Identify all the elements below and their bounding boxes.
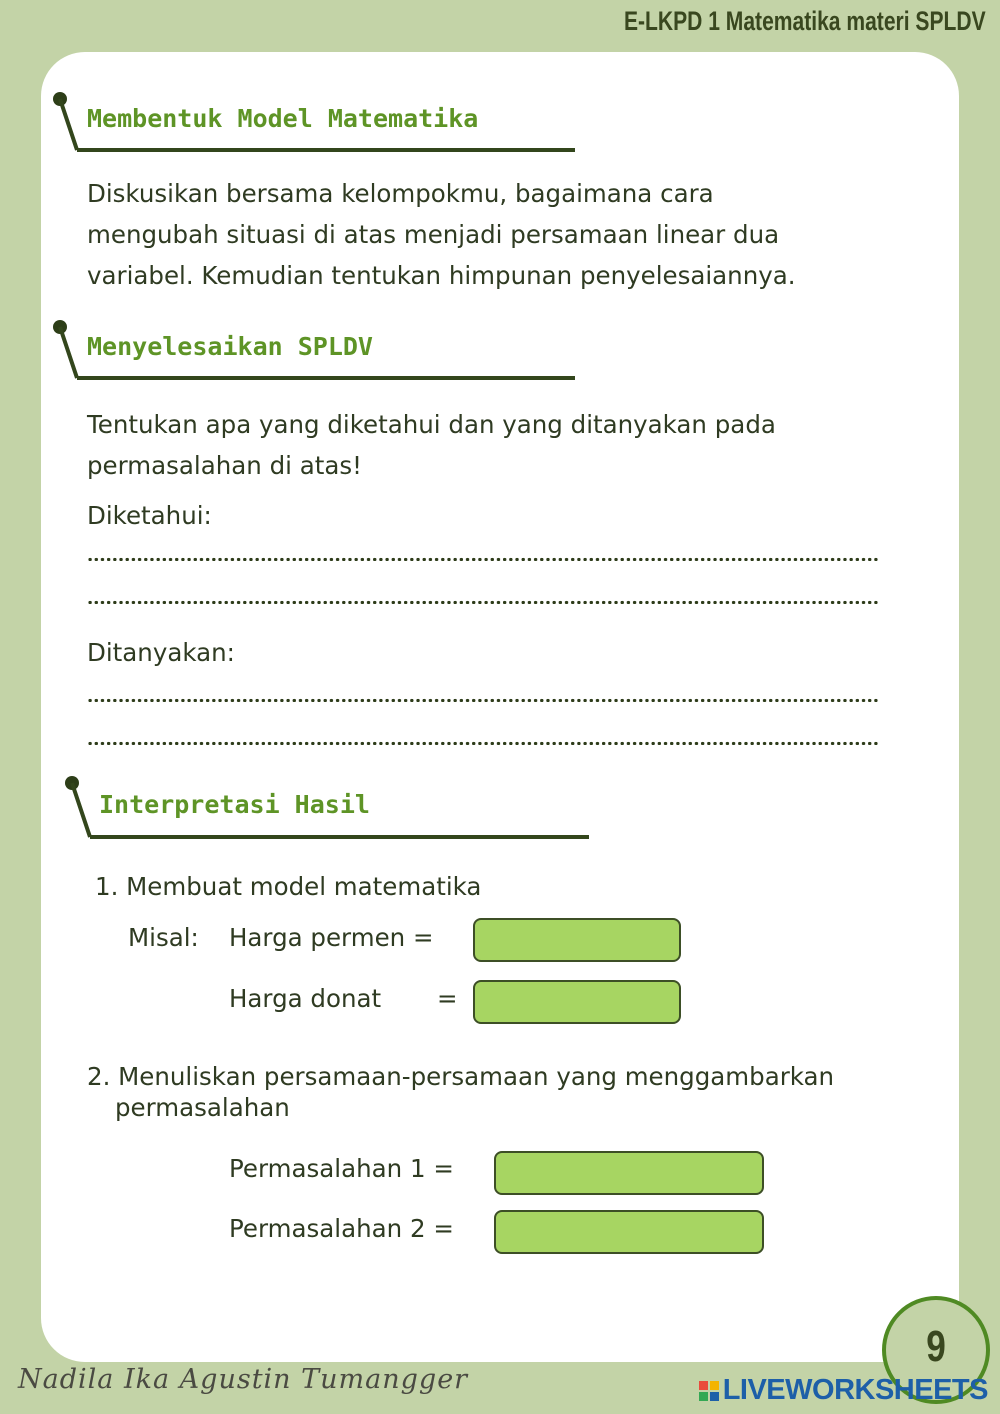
section-interpret-header [41,774,611,854]
equation-1-input[interactable] [494,1151,764,1195]
asked-answer-line-1[interactable] [87,698,879,702]
liveworksheets-watermark [699,1374,988,1407]
item-2-title-line-1: 2. Menuliskan persamaan-persamaan yang menggambarkan [87,1062,835,1091]
donut-price-equals: = [437,984,458,1013]
donut-price-input[interactable] [473,980,681,1024]
item-2-title-line-2: permasalahan [115,1093,290,1122]
section-solve-line-2: permasalahan di atas! [87,451,362,480]
section-interpret-title: Interpretasi Hasil [99,790,370,819]
worksheet-card [41,52,959,1362]
known-answer-line-2[interactable] [87,600,879,604]
equation-2-label: Permasalahan 2 = [229,1214,454,1243]
section-model-header [41,90,601,170]
candy-price-input[interactable] [473,918,681,962]
section-solve-line-1: Tentukan apa yang diketahui dan yang ditanyakan pada [87,410,776,439]
donut-price-label: Harga donat [229,984,382,1013]
page-number: 9 [926,1322,946,1371]
section-solve-title: Menyelesaikan SPLDV [87,332,373,361]
section-model-title: Membentuk Model Matematika [87,104,479,133]
section-solve-header [41,318,601,398]
liveworksheets-text: LIVEWORKSHEETS [722,1374,988,1406]
item-1-title: 1. Membuat model matematika [95,872,482,901]
section-model-line-3: variabel. Kemudian tentukan himpunan penyelesaiannya. [87,261,796,290]
known-answer-line-1[interactable] [87,557,879,561]
equation-1-label: Permasalahan 1 = [229,1154,454,1183]
asked-label: Ditanyakan: [87,638,235,667]
author-signature: Nadila Ika Agustin Tumangger [18,1364,469,1395]
section-model-line-2: mengubah situasi di atas menjadi persamaan linear dua [87,220,780,249]
document-title: E-LKPD 1 Matematika materi SPLDV [624,6,986,36]
known-label: Diketahui: [87,501,212,530]
liveworksheets-logo-icon [699,1381,719,1401]
equation-2-input[interactable] [494,1210,764,1254]
asked-answer-line-2[interactable] [87,741,879,745]
section-model-line-1: Diskusikan bersama kelompokmu, bagaimana cara [87,179,714,208]
candy-price-label: Harga permen = [229,923,434,952]
misal-label: Misal: [128,923,199,952]
